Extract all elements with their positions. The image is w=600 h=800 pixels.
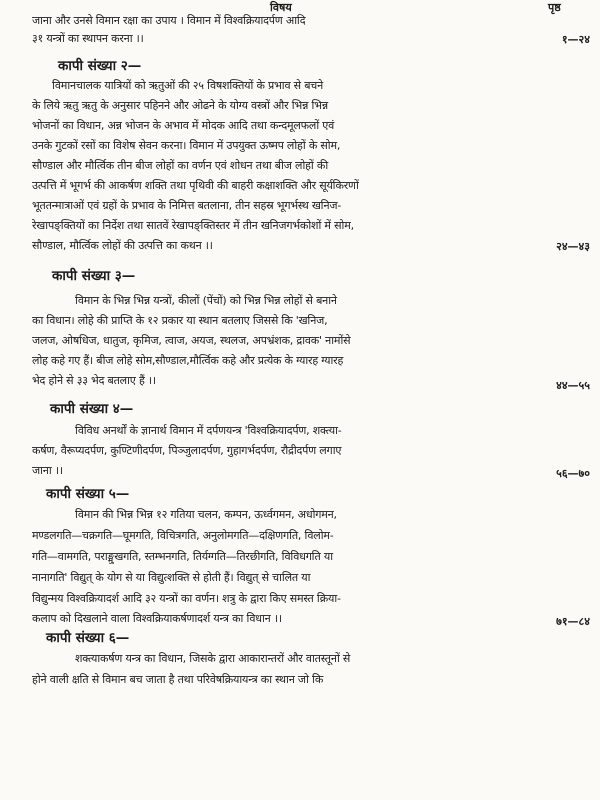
page-range: २४—४३ bbox=[556, 240, 590, 253]
text-line: जाना ।। bbox=[32, 464, 63, 477]
section-heading: कापी संख्या २— bbox=[58, 58, 142, 74]
text-line: भेद होने से ३३ भेद बतलाए हैं ।। bbox=[32, 374, 156, 387]
text-line: के लिये ऋतु ऋतु के अनुसार पहिनने और ओढने के योग्य वस्त्रों और भिन्न भिन्न bbox=[32, 99, 328, 112]
page-range: ४४—५५ bbox=[556, 379, 590, 392]
text-line: शक्त्याकर्षण यन्त्र का विधान, जिसके द्वारा आकारान्तरों और वातस्तूनों से bbox=[75, 652, 351, 665]
text-line: विविध अनर्थों के ज्ञानार्थ विमान में दर्पणयन्त्र 'विश्वक्रियादर्पण, शक्त्या- bbox=[75, 424, 342, 437]
text-line: उत्पत्ति में भूगर्भ की आकर्षण शक्ति तथा पृथिवी की बाहरी कक्षाशक्ति और सूर्यकिरणों bbox=[32, 179, 359, 192]
section-heading: कापी संख्या ३— bbox=[52, 268, 136, 284]
section-heading: कापी संख्या ४— bbox=[50, 401, 134, 417]
text-line: विमानचालक यात्रियों को ऋतुओं की २५ विषशक्तियों के प्रभाव से बचने bbox=[52, 79, 323, 92]
text-line: विमान की भिन्न भिन्न १२ गतिया चलन, कम्पन, ऊर्ध्वगमन, अधोगमन, bbox=[75, 508, 337, 521]
text-line: भूततन्मात्राओं एवं ग्रहों के प्रभाव के निमित्त बतलाना, तीन सहस्र भूगर्भस्थ खनिज- bbox=[32, 199, 342, 212]
text-line: गति—वामगति, पराङ्मुखगति, स्तम्भनगति, तिर्यग्गति—तिरछीगति, विविधगति या bbox=[32, 550, 333, 563]
text-line: सौण्डाल और मौर्त्विक तीन बीज लोहों का वर्णन एवं शोधन तथा बीज लोहों की bbox=[32, 159, 328, 172]
page-range: ७१—८४ bbox=[556, 615, 590, 628]
text-line: कर्षण, वैरूप्यदर्पण, कुण्टिणीदर्पण, पिञ्जुलादर्पण, गुहागर्भदर्पण, रौद्रीदर्पण लगाए bbox=[32, 444, 342, 457]
text-line: ३१ यन्त्रों का स्थापन करना ।। bbox=[32, 32, 144, 45]
text-line: लोह कहे गए हैं। बीज लोहे सोम,सौण्डाल,मौर्त्विक कहे और प्रत्येक के ग्यारह ग्यारह bbox=[32, 354, 344, 367]
text-line: जाना और उनसे विमान रक्षा का उपाय । विमान में विश्वक्रियादर्पण आदि bbox=[32, 14, 306, 27]
text-line: का विधान। लोहे की प्राप्ति के १२ प्रकार या स्थान बतलाए जिससे कि 'खनिज, bbox=[32, 314, 328, 327]
text-line: सौण्डाल, मौर्त्विक लोहों की उत्पत्ति का कथन ।। bbox=[32, 239, 213, 252]
text-line: उनके गुटकों रसों का विशेष सेवन करना। विमान में उपयुक्त ऊष्मप लोहों के सोम, bbox=[32, 139, 341, 152]
text-line: विद्युन्मय विश्वक्रियादर्श आदि ३२ यन्त्रों का वर्णन। शत्रु के द्वारा किए समस्त क्रिया- bbox=[32, 592, 341, 605]
text-line: नानागति' विद्युत् के योग से या विद्युत्शक्ति से होती हैं। विद्युत् से चालित या bbox=[32, 571, 311, 584]
column-header-page: पृष्ठ bbox=[548, 1, 561, 14]
section-heading: कापी संख्या ५— bbox=[46, 486, 130, 502]
text-line: रेखापङ्क्तियों का निर्देश तथा सातवें रेखापङ्क्तिस्तर में तीन खनिजगर्भकोशों में सोम, bbox=[32, 219, 354, 232]
section-heading: कापी संख्या ६— bbox=[46, 630, 130, 646]
text-line: मण्डलगति—चक्रगति—घूमगति, विचित्रगति, अनुलोमगति—दक्षिणगति, विलोम- bbox=[32, 529, 334, 542]
text-line: विमान के भिन्न भिन्न यन्त्रों, कीलों (पेंचों) को भिन्न भिन्न लोहों से बनाने bbox=[75, 294, 337, 307]
text-line: जलज, ओषधिज, धातुज, कृमिज, त्वाज, अयज, स्थलज, अपभ्रंशक, द्रावक' नामोंसे bbox=[32, 334, 351, 347]
page-range: १—२४ bbox=[561, 33, 590, 46]
page-range: ५६—७० bbox=[556, 467, 590, 480]
text-line: होने वाली क्षति से विमान बच जाता है तथा परिवेषक्रियायन्त्र का स्थान जो कि bbox=[32, 673, 324, 686]
text-line: कलाप को दिखलाने वाला विश्वक्रियाकर्षणादर्श यन्त्र का विधान ।। bbox=[32, 612, 282, 625]
text-line: भोजनों का विधान, अन्न भोजन के अभाव में मोदक आदि तथा कन्दमूलफलों एवं bbox=[32, 119, 335, 132]
column-header-subject: विषय bbox=[270, 1, 292, 14]
